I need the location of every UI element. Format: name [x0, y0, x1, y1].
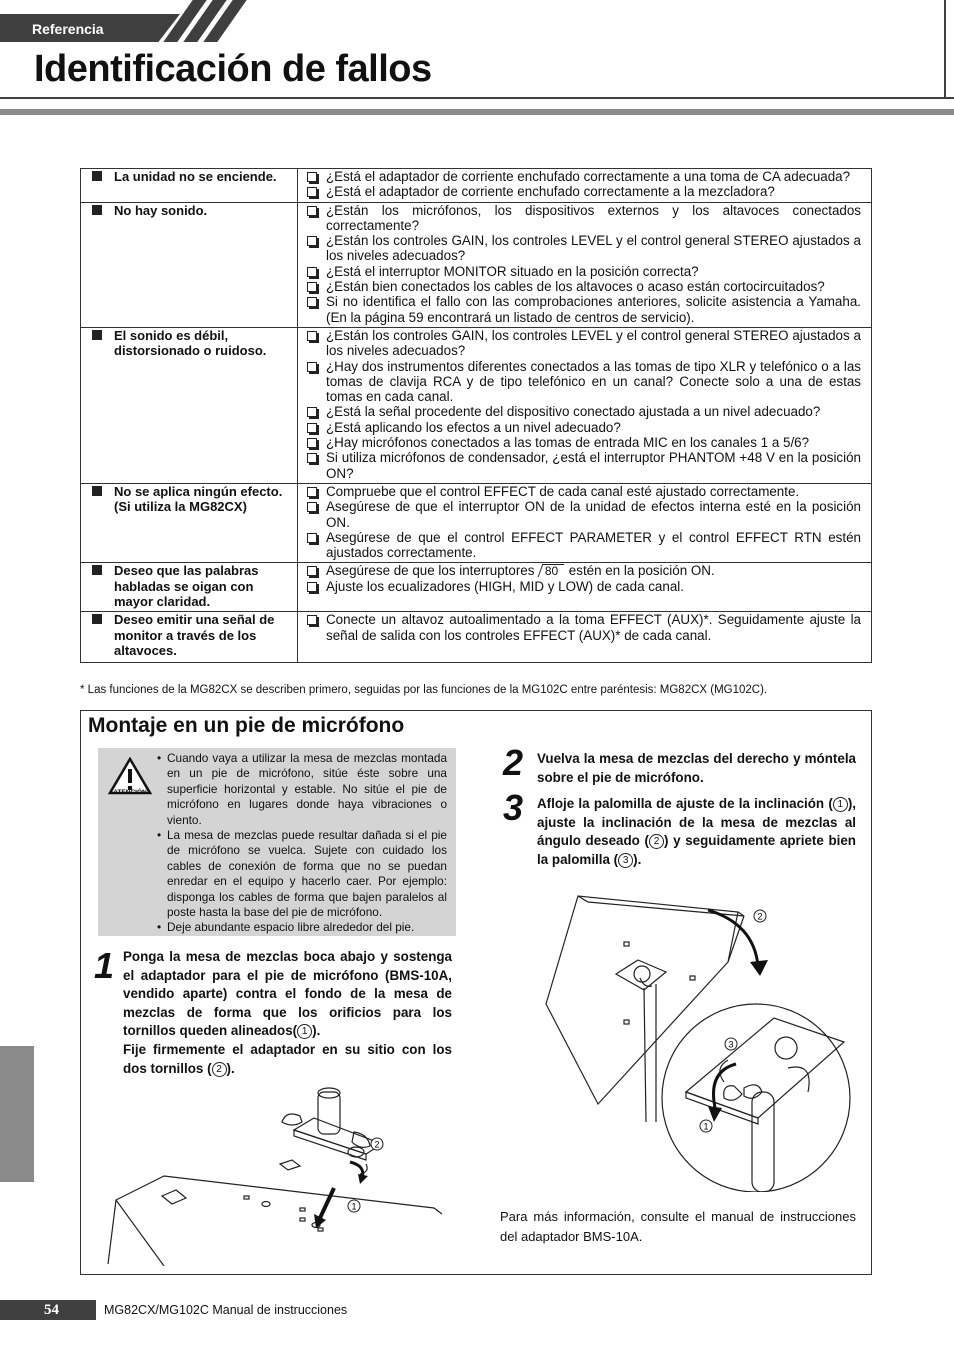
step-number: 1	[94, 945, 115, 986]
callout-label: 2	[374, 1139, 380, 1150]
problem-text: La unidad no se enciende.	[81, 169, 297, 186]
callout-label: 3	[728, 1039, 734, 1050]
solution-item: Ajuste los ecualizadores (HIGH, MID y LOW) de cada canal.	[306, 579, 861, 594]
header-rule-gray	[0, 109, 954, 115]
problem-text: Deseo emitir una señal de monitor a través de los altavoces.	[81, 612, 297, 662]
problem-note: (Si utiliza la MG82CX)	[114, 499, 247, 515]
mount-section-title: Montaje en un pie de micrófono	[88, 714, 405, 737]
page-number: 54	[44, 1302, 59, 1318]
solution-item: ¿Están bien conectados los cables de los altavoces o acaso están cortocircuitados?	[306, 279, 861, 294]
adapter-attach-illustration	[104, 1080, 450, 1266]
table-row	[81, 612, 872, 663]
solution-item: ¿Está el adaptador de corriente enchufado correctamente a una toma de CA adecuada?	[306, 169, 861, 184]
solution-item: Si utiliza micrófonos de condensador, ¿está el interruptor PHANTOM +48 V en la posición ON?	[306, 450, 861, 481]
caution-word: ATENCIÓN	[113, 789, 147, 796]
problem-text	[81, 484, 297, 517]
troubleshooting-table	[80, 168, 872, 663]
solution-item: Asegúrese de que el interruptor ON de la unidad de efectos interna esté en la posición ON.	[306, 499, 861, 530]
table-row	[81, 483, 872, 562]
table-row	[81, 202, 872, 327]
caution-item: • Cuando vaya a utilizar la mesa de mezclas montada en un pie de micrófono, sitúe éste sobre una superficie horizontal y estable. No sitúe el pie de micrófono en lugares donde haya vibraciones o viento.	[157, 751, 447, 828]
hpf-80-symbol: 80	[538, 564, 565, 577]
step-number: 3	[503, 787, 524, 828]
footnote: * Las funciones de la MG82CX se describen primero, seguidas por las funciones de la MG102C entre paréntesis: MG82CX (MG102C).	[80, 684, 768, 696]
solution-item: Si no identifica el fallo con las comprobaciones anteriores, solicite asistencia a Yamaha. (En la página 59 encontrará un listado de centros de servicio).	[306, 294, 861, 325]
caution-item: • Deje abundante espacio libre alrededor del pie.	[157, 920, 447, 935]
solution-item: ¿Está aplicando los efectos a un nivel adecuado?	[306, 420, 861, 435]
step-3-text: Afloje la palomilla de ajuste de la inclinación ( 1 ), ajuste la inclinación de la mesa de mezclas al ángulo deseado ( 2 ) y seguidamente apriete bien la palomilla ( 3 ).	[537, 796, 856, 867]
solution-item: ¿Están los controles GAIN, los controles LEVEL y el control general STEREO ajustados a los niveles adecuados?	[306, 328, 861, 359]
solution-text: estén en la posición ON.	[568, 563, 715, 579]
footer-manual-title: MG82CX/MG102C Manual de instrucciones	[104, 1303, 348, 1317]
solution-item	[306, 563, 861, 578]
solution-item: ¿Está el interruptor MONITOR situado en la posición correcta?	[306, 264, 861, 279]
page-title: Identificación de fallos	[34, 48, 432, 90]
solution-item: ¿Están los controles GAIN, los controles LEVEL y el control general STEREO ajustados a los niveles adecuados?	[306, 233, 861, 264]
problem-text: El sonido es débil, distorsionado o ruidoso.	[81, 328, 297, 361]
tilt-adjust-illustration	[538, 892, 854, 1192]
more-info-text: Para más información, consulte el manual de instrucciones del adaptador BMS-10A.	[500, 1209, 856, 1244]
header-rule-vertical	[944, 0, 946, 99]
side-tab	[0, 1046, 34, 1182]
problem-title: No se aplica ningún efecto.	[114, 483, 283, 499]
table-row	[81, 327, 872, 483]
circled-number: 2	[649, 834, 664, 849]
circled-number: 1	[297, 1024, 312, 1039]
callout-label: 1	[703, 1121, 709, 1132]
circled-number: 1	[833, 797, 848, 812]
callout-label: 1	[351, 1201, 357, 1212]
table-row	[81, 169, 872, 203]
solution-item: ¿Está el adaptador de corriente enchufado correctamente a la mezcladora?	[306, 184, 861, 199]
circled-number: 2	[212, 1062, 227, 1077]
circled-number: 3	[618, 853, 633, 868]
step-1-text: Ponga la mesa de mezclas boca abajo y sostenga el adaptador para el pie de micrófono (BMS-10A, vendido aparte) contra el fondo de la mesa de mezclas de forma que los orificios para los tornillos queden alineados( 1 ). Fije firmemente el adaptador en su sitio con los dos tornillos ( 2 ).	[123, 949, 452, 1076]
caution-list	[157, 751, 447, 936]
solution-item: ¿Hay dos instrumentos diferentes conectados a las tomas de tipo XLR y telefónico o a las tomas de clavija RCA y de tipo telefónico en un canal? Conecte solo a una de estas tomas en cada canal.	[306, 359, 861, 405]
solution-item: Conecte un altavoz autoalimentado a la toma EFFECT (AUX)*. Seguidamente ajuste la señal de salida con los controles EFFECT (AUX)* de cada canal.	[306, 612, 861, 643]
problem-text: Deseo que las palabras habladas se oigan con mayor claridad.	[81, 563, 297, 611]
solution-text: Asegúrese de que los interruptores	[326, 563, 535, 579]
solution-item: Asegúrese de que el control EFFECT PARAMETER y el control EFFECT RTN estén ajustados correctamente.	[306, 530, 861, 561]
solution-item: Compruebe que el control EFFECT de cada canal esté ajustado correctamente.	[306, 484, 861, 499]
step-number: 2	[503, 742, 524, 783]
header-rule	[0, 97, 954, 99]
step-2-text: Vuelva la mesa de mezclas del derecho y móntela sobre el pie de micrófono.	[537, 751, 856, 785]
solution-item: ¿Están los micrófonos, los dispositivos externos y los altavoces conectados correctamente?	[306, 203, 861, 234]
section-label: Referencia	[32, 21, 104, 37]
solution-item: ¿Está la señal procedente del dispositivo conectado ajustada a un nivel adecuado?	[306, 404, 861, 419]
caution-item: • La mesa de mezclas puede resultar dañada si el pie de micrófono se vuelca. Sujete con cuidado los cables de conexión de forma que no se puedan enredar en el equipo y hacerlo caer. Por ejemplo: disponga los cables de forma que bajen paralelos al poste hasta la base del pie de micrófono.	[157, 828, 447, 920]
table-row	[81, 563, 872, 612]
solution-item: ¿Hay micrófonos conectados a las tomas de entrada MIC en los canales 1 a 5/6?	[306, 435, 861, 450]
problem-text: No hay sonido.	[81, 203, 297, 220]
callout-label: 2	[757, 911, 763, 922]
